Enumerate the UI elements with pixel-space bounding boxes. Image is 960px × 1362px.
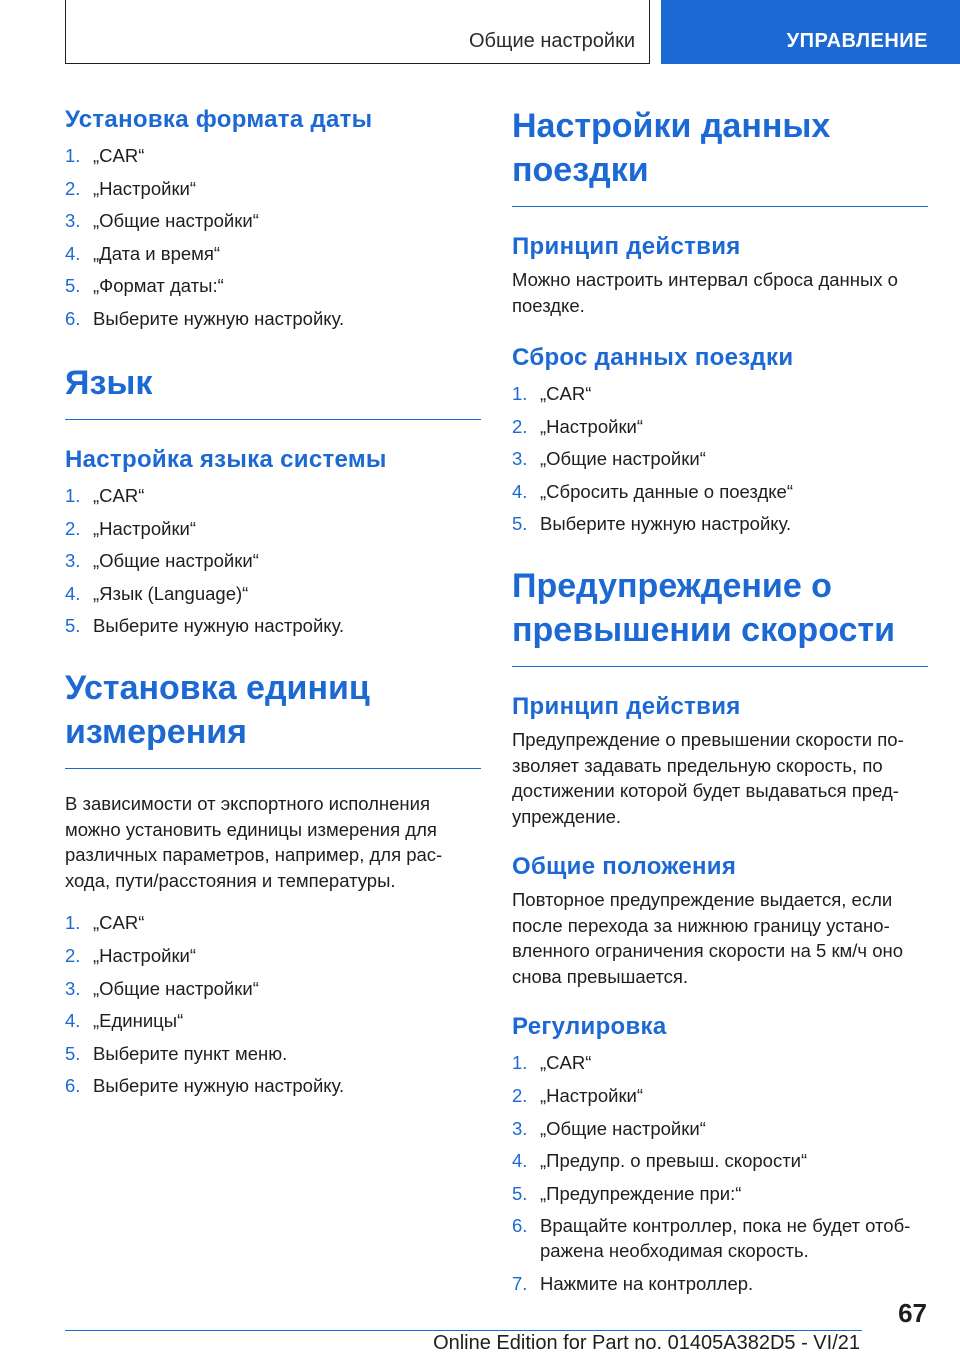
footer-edition: Online Edition for Part no. 01405A382D5 - VI/21 [433,1332,860,1354]
section-rule [512,206,928,207]
list-item: 4. „Предупр. о превыш. скорости“ [512,1150,808,1172]
list-item: 4. „Дата и время“ [65,242,221,264]
header-section-title: Общие настройки [469,30,635,52]
speed-adjust-steps [512,1050,928,1296]
list-item: 2. „Настройки“ [65,517,197,539]
list-item: 4. „Язык (Language)“ [65,582,249,604]
list-item: 4. „Единицы“ [65,1010,184,1032]
list-item: 6. Выберите нужную настройку. [65,307,345,329]
page-number: 67 [898,1298,927,1328]
language-steps [65,483,481,638]
list-item: 1. „CAR“ [65,912,145,934]
list-item: 6. Выберите нужную настройку. [65,1075,345,1097]
list-item: 3. „Общие настройки“ [65,210,259,232]
footer-rule [65,1330,862,1331]
trip-reset-heading: Сброс данных поездки [512,344,794,371]
speed-principle-heading: Принцип действия [512,693,741,721]
header-section-box [65,0,650,64]
list-item: 3. „Общие настройки“ [65,550,259,572]
units-description: В зависимости от экспортного исполнения можно установить единицы измерения для различных параметров, например, для рас- хода, пути/расстояния и температуры. [65,793,443,891]
list-item: 1. „CAR“ [65,145,145,166]
date-format-steps [65,143,481,331]
list-item: 5. Выберите пункт меню. [65,1042,288,1064]
list-item: 5. „Формат даты:“ [65,275,224,297]
list-item: 2. „Настройки“ [65,944,197,966]
speed-general-heading: Общие положения [512,853,737,881]
trip-principle-heading: Принцип действия [512,233,741,260]
trip-reset-steps [512,381,928,536]
date-format-heading: Установка формата даты [65,106,373,133]
language-heading: Язык [65,363,153,402]
units-heading: Установка единиц измерения [65,669,370,752]
section-rule [512,666,928,667]
header-chapter-box [661,0,960,64]
right-column [512,104,928,1304]
list-item: 1. „CAR“ [65,484,145,506]
list-item: 2. „Настройки“ [512,415,644,437]
trip-heading: Настройки данных поездки [512,107,831,189]
speed-warning-heading: Предупреждение о превышении скорости [512,567,895,650]
list-item: 3. „Общие настройки“ [65,977,259,999]
header-chapter-title: УПРАВЛЕНИЕ [786,30,928,52]
list-item: 3. „Общие настройки“ [512,448,706,470]
list-item: 5. „Предупреждение при:“ [512,1182,742,1204]
speed-adjust-heading: Регулировка [512,1013,667,1041]
list-item: 1. „CAR“ [512,1052,592,1074]
list-item: 4. „Сбросить данные о поездке“ [512,480,794,502]
list-item: 2. „Настройки“ [512,1084,644,1106]
list-item: 5. Выберите нужную настройку. [65,615,345,637]
list-item: 2. „Настройки“ [65,177,197,199]
list-item: 7. Нажмите на контроллер. [512,1272,754,1294]
list-item: 1. „CAR“ [512,383,592,404]
speed-general-text: Повторное предупреждение выдается, если после перехода за нижнюю границу устано- вленного ограничения скорости на 5 км/ч оно снова превышается. [512,889,903,987]
speed-principle-text: Предупреждение о превышении скорости по- зволяет задавать предельную скорость, по достижении которой будет выдаваться пред- упреждение. [512,729,904,827]
language-subheading: Настройка языка системы [65,445,387,473]
left-column [65,104,481,1106]
section-rule [65,768,481,769]
trip-principle-text: Можно настроить интервал сброса данных о поездке. [512,269,898,316]
list-item: 5. Выберите нужную настройку. [512,513,792,535]
list-item: 6. Вращайте контроллер, пока не будет отоб- ражена необходимая скорость. [512,1215,911,1262]
section-rule [65,419,481,420]
list-item: 3. „Общие настройки“ [512,1117,706,1139]
units-steps [65,910,481,1098]
